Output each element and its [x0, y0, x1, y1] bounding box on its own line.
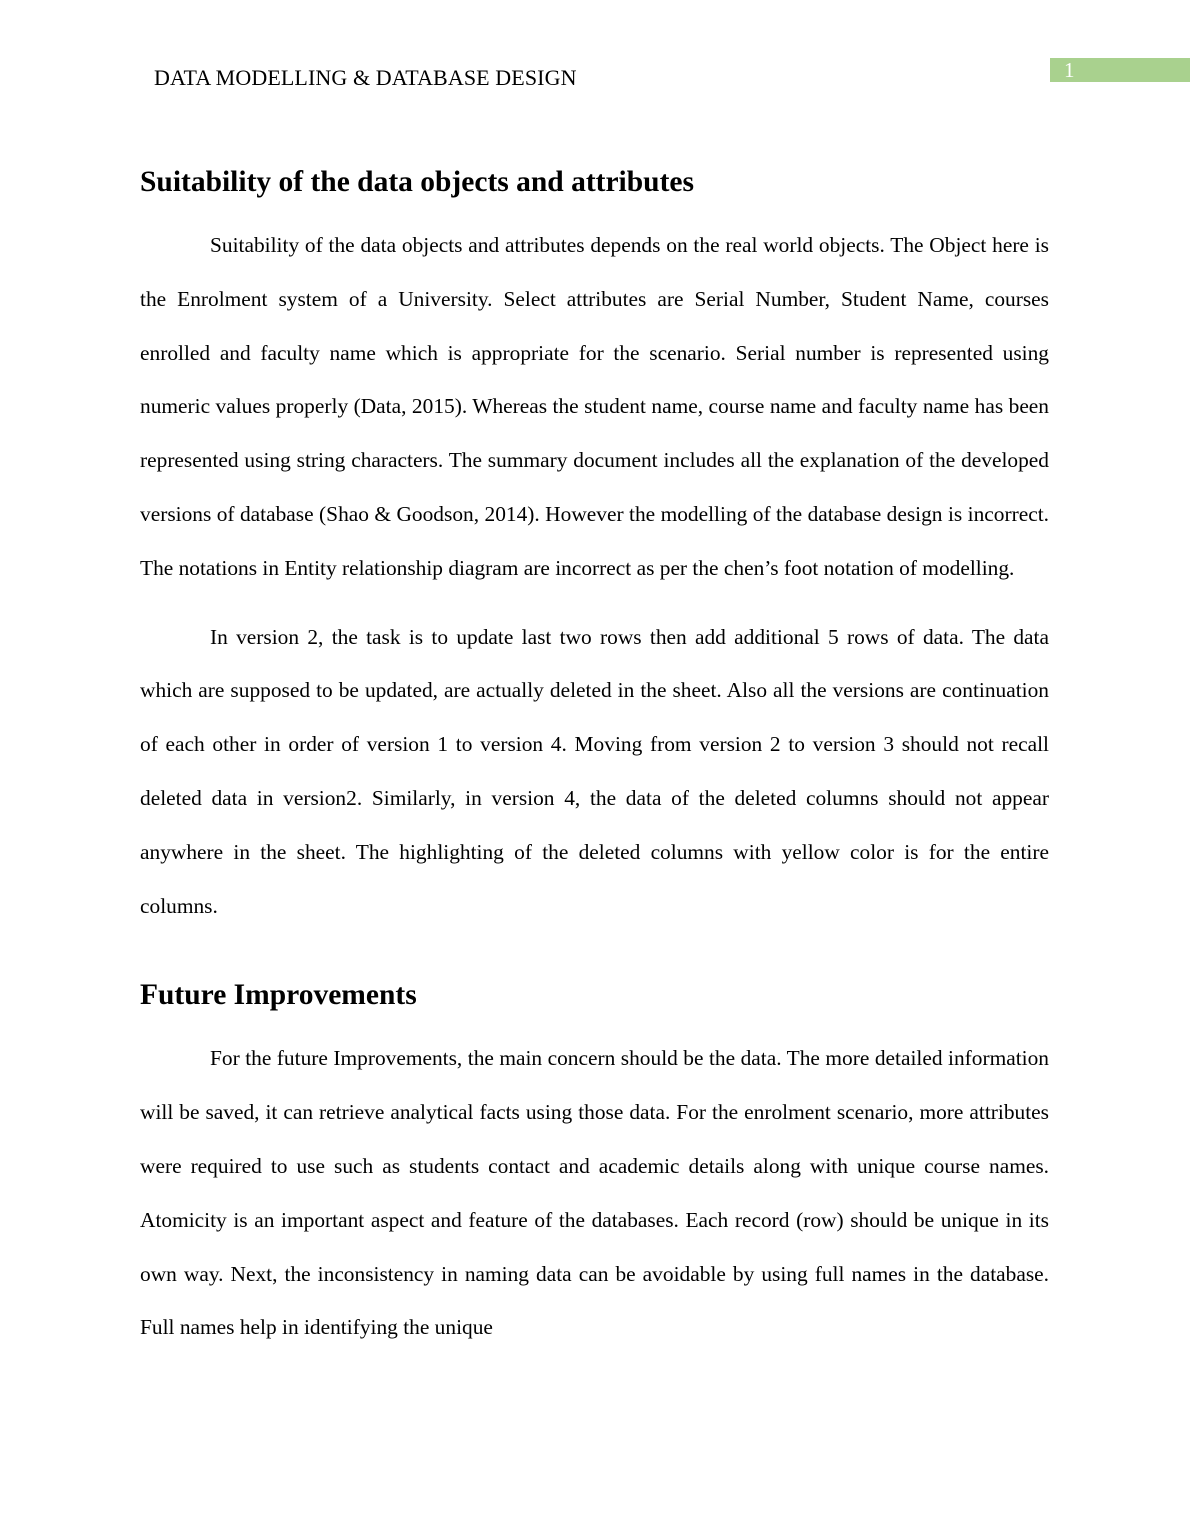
- running-head: DATA MODELLING & DATABASE DESIGN: [154, 65, 577, 90]
- page-number: 1: [1064, 58, 1075, 82]
- document-body: [140, 160, 1049, 1355]
- paragraph-suitability-2: In version 2, the task is to update last two rows then add additional 5 rows of data. The data which are supposed to be updated, are actually deleted in the sheet. Also all the versions are continuation of each other in order of version 1 to version 4. Moving from version 2 to version 3 should not recall deleted data in version2. Similarly, in version 4, the data of the deleted columns should not appear anywhere in the sheet. The highlighting of the deleted columns with yellow color is for the entire columns.: [140, 624, 1049, 918]
- page-number-bar: [1050, 58, 1190, 82]
- paragraph-suitability-1: Suitability of the data objects and attributes depends on the real world objects. The Object here is the Enrolment system of a University. Select attributes are Serial Number, Student Name, courses enrolled and faculty name which is appropriate for the scenario. Serial number is represented using numeric values properly (Data, 2015). Whereas the student name, course name and faculty name has been represented using string characters. The summary document includes all the explanation of the developed versions of database (Shao & Goodson, 2014). However the modelling of the database design is incorrect. The notations in Entity relationship diagram are incorrect as per the chen’s foot notation of modelling.: [140, 233, 1049, 580]
- paragraph-future-improvements-1: For the future Improvements, the main concern should be the data. The more detailed information will be saved, it can retrieve analytical facts using those data. For the enrolment scenario, more attributes were required to use such as students contact and academic details along with unique course names. Atomicity is an important aspect and feature of the databases. Each record (row) should be unique in its own way. Next, the inconsistency in naming data can be avoidable by using full names in the database. Full names help in identifying the unique: [140, 1046, 1049, 1340]
- section-heading-suitability: Suitability of the data objects and attributes: [140, 166, 694, 198]
- section-heading-future-improvements: Future Improvements: [140, 979, 417, 1012]
